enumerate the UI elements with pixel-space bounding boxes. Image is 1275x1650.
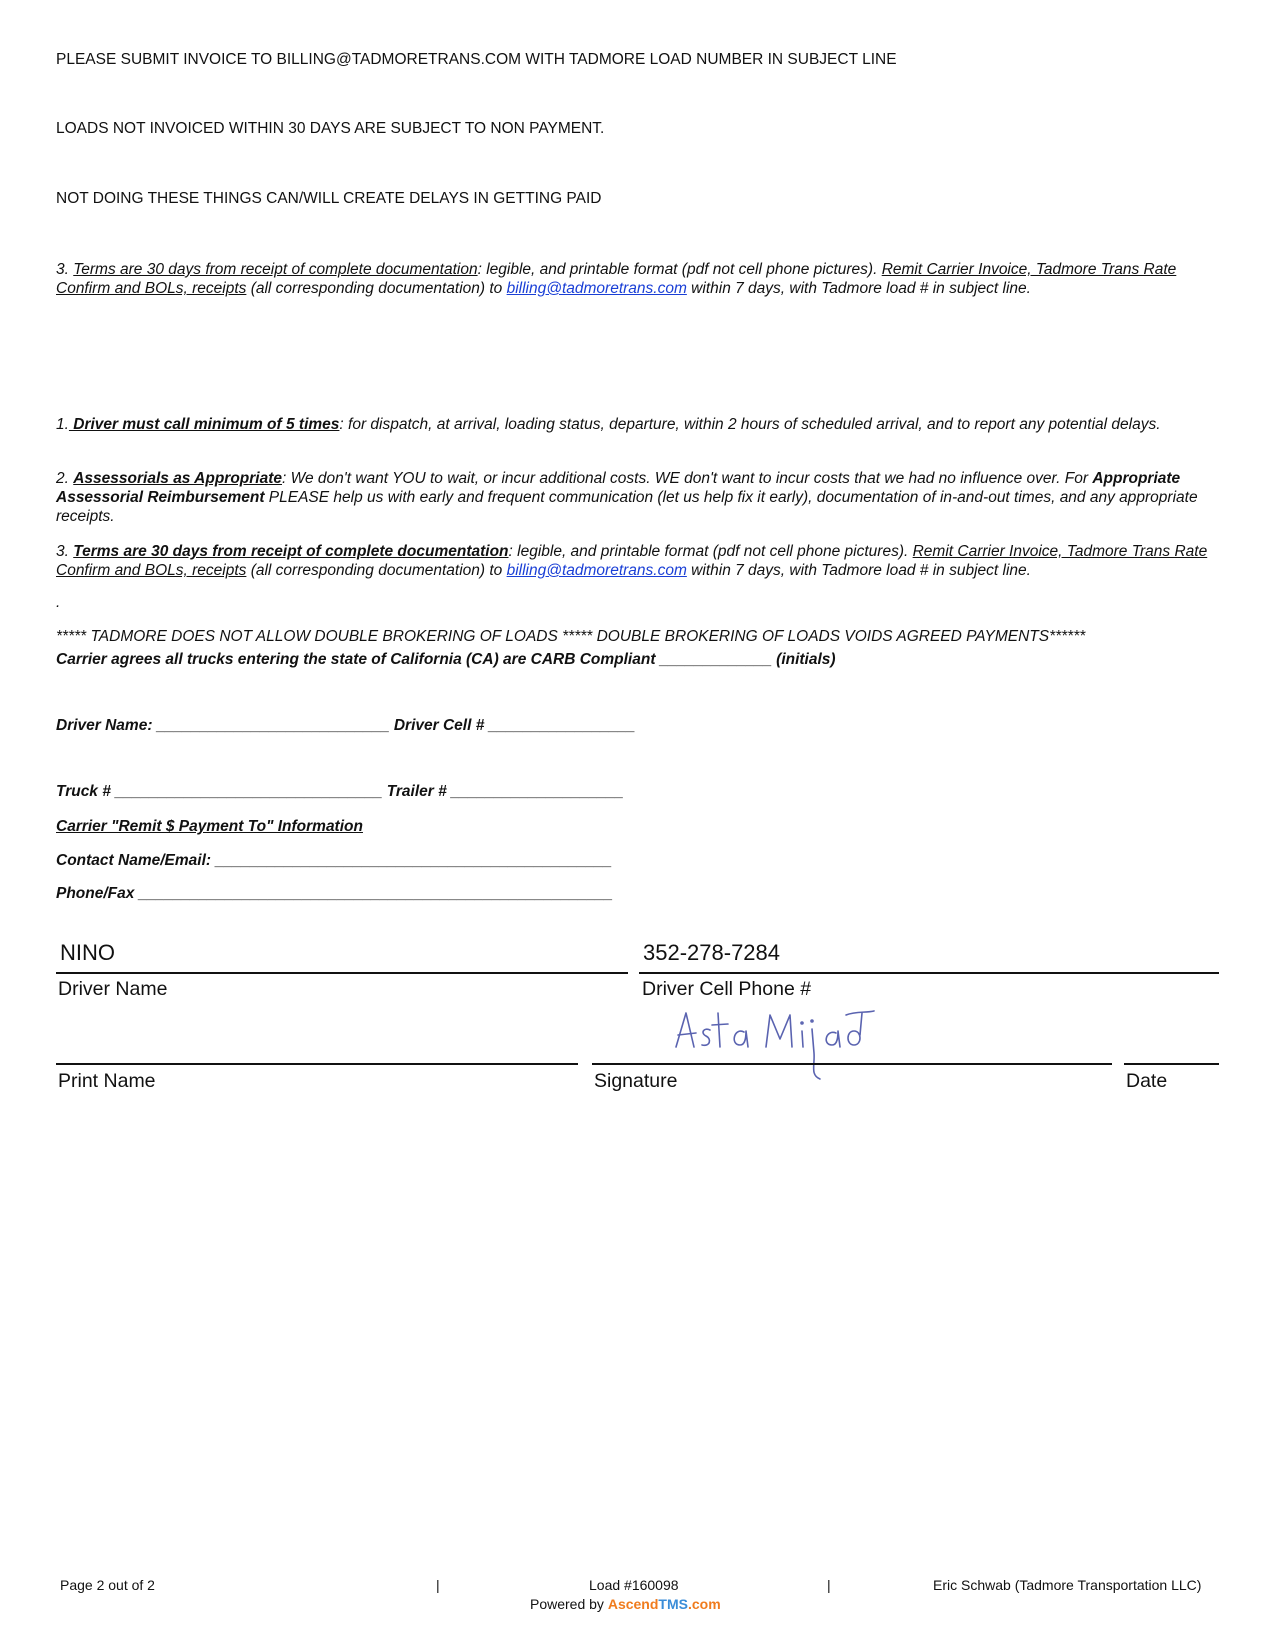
billing-email-link[interactable]: billing@tadmoretrans.com [506,562,687,579]
brand-ascend: Ascend [607,1596,659,1612]
phone-fax-field: Phone/Fax _______________________________________________________ [56,885,613,902]
footer-separator: | [436,1577,440,1593]
remit-instructions: Remit Carrier Invoice, Tadmore Trans Rate Confirm and BOLs, receipts [56,261,1177,297]
term-text: (all corresponding documentation) to [246,562,507,579]
notice-delays: NOT DOING THESE THINGS CAN/WILL CREATE DELAYS IN GETTING PAID [56,190,602,207]
driver-cell-line [639,972,1219,974]
term-heading: Driver must call minimum of 5 times [68,416,340,433]
signature-label: Signature [594,1070,678,1092]
powered-by-text: Powered by [530,1596,608,1612]
remit-instructions: Remit Carrier Invoice, Tadmore Trans Rate Confirm and BOLs, receipts [56,543,1208,579]
print-name-line [56,1063,578,1065]
handwritten-signature [670,1005,880,1085]
driver-name-value: NINO [60,940,115,965]
term-text: within 7 days, with Tadmore load # in subject line. [686,562,1031,579]
term-number: 3. [56,261,74,278]
driver-name-cell-field: Driver Name: ___________________________ Driver Cell # _________________ [56,717,636,734]
date-label: Date [1126,1070,1168,1092]
remit-payment-heading: Carrier "Remit $ Payment To" Information [56,818,363,835]
term-text: (all corresponding documentation) to [246,280,507,297]
footer-separator: | [827,1577,831,1593]
term-heading: Terms are 30 days from receipt of complete documentation [73,261,478,278]
term-1 [56,415,1226,434]
term-heading: Assessorials as Appropriate [73,470,282,487]
contact-name-email-field: Contact Name/Email: ______________________________________________ [56,852,612,869]
term-2 [56,469,1226,526]
carb-compliance-statement: Carrier agrees all trucks entering the state of California (CA) are CARB Compliant _____________ (initials) [56,651,836,668]
footer-powered-by [530,1596,721,1612]
brand-com: .com [687,1596,721,1612]
term-number: 2. [56,470,74,487]
term-text: : We don't want YOU to wait, or incur additional costs. WE don't want to incur costs that we had no influence over. For [282,470,1093,487]
notice-submit-invoice: PLEASE SUBMIT INVOICE TO BILLING@TADMORETRANS.COM WITH TADMORE LOAD NUMBER IN SUBJECT LINE [56,51,897,68]
driver-cell-label: Driver Cell Phone # [642,978,812,1000]
truck-trailer-field: Truck # _______________________________ Trailer # ____________________ [56,783,624,800]
footer-load-number: Load #160098 [589,1577,679,1593]
footer-page-number: Page 2 out of 2 [60,1577,155,1593]
term-text: : legible, and printable format (pdf not cell phone pictures). [508,543,913,560]
term-text: : legible, and printable format (pdf not cell phone pictures). [477,261,882,278]
brand-tms: TMS [658,1596,688,1612]
term-text: PLEASE help us with early and frequent communication (let us help fix it early), documentation of in-and-out times, and any appropriate receipts. [56,489,1198,525]
print-name-label: Print Name [58,1070,156,1092]
term-number: 1. [56,416,69,433]
signature-line [592,1063,1112,1065]
term-text: within 7 days, with Tadmore load # in subject line. [686,280,1031,297]
term-text: : for dispatch, at arrival, loading status, departure, within 2 hours of scheduled arrival, and to report any potential delays. [339,416,1161,433]
double-brokering-notice: ***** TADMORE DOES NOT ALLOW DOUBLE BROKERING OF LOADS ***** DOUBLE BROKERING OF LOADS VOIDS AGREED PAYMENTS****** [56,628,1086,645]
term-bold-text: Appropriate Assessorial Reimbursement [56,470,1181,506]
date-line [1124,1063,1219,1065]
term-number: 3. [56,543,74,560]
dot-separator: . [56,594,61,611]
driver-cell-value: 352-278-7284 [643,940,781,965]
driver-name-line [56,972,628,974]
driver-name-label: Driver Name [58,978,168,1000]
notice-not-invoiced: LOADS NOT INVOICED WITHIN 30 DAYS ARE SUBJECT TO NON PAYMENT. [56,120,605,137]
term-heading: Terms are 30 days from receipt of complete documentation [73,543,509,560]
billing-email-link[interactable]: billing@tadmoretrans.com [506,280,687,297]
footer-owner: Eric Schwab (Tadmore Transportation LLC) [933,1577,1202,1593]
term-3 [56,542,1226,580]
term-3-top [56,260,1226,298]
